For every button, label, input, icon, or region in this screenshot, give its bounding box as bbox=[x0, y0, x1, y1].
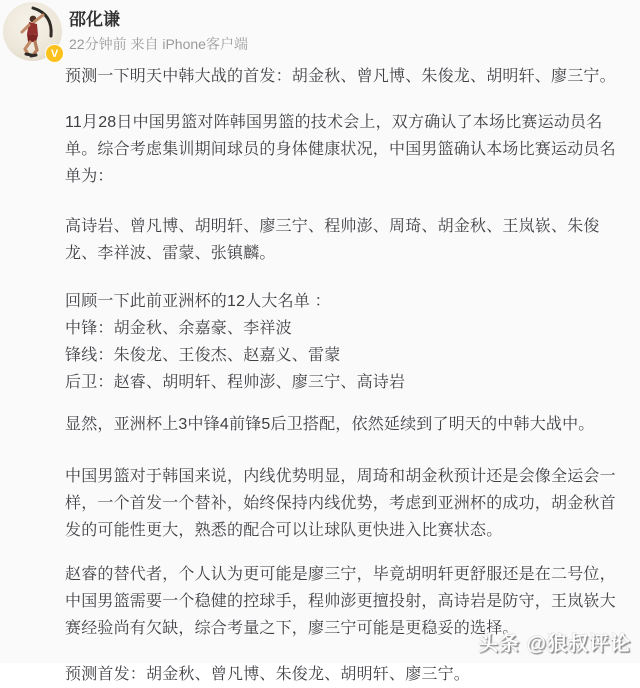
watermark-text: 头条 @狼叔评论 bbox=[477, 633, 631, 655]
roster-line-forwards: 锋线：朱俊龙、王俊杰、赵嘉义、雷蒙 bbox=[65, 347, 341, 364]
post-header bbox=[0, 0, 640, 61]
paragraph-tech-meeting: 11月28日中国男篮对阵韩国男篮的技术会上，双方确认了本场比赛运动员名单。综合考虑集训期间球员的身体健康状况，中国男篮确认本场比赛运动员名单为： bbox=[65, 114, 616, 185]
watermark bbox=[478, 627, 631, 656]
roster-line-centers: 中锋：胡金秋、余嘉豪、李祥波 bbox=[65, 320, 292, 337]
paragraph-predicted-starters: 预测首发：胡金秋、曾凡博、朱俊龙、胡明轩、廖三宁。 bbox=[65, 666, 471, 683]
post-body bbox=[0, 63, 640, 688]
paragraph-zhaorui-replacement: 赵睿的替代者，个人认为更可能是廖三宁，毕竟胡明轩更舒服还是在二号位，中国男篮需要一个稳健的控球手，程帅澎更擅投射，高诗岩是防守，王岚嵚大赛经验尚有欠缺，综合考量之下，廖三宁可能是更稳妥的选择。 bbox=[65, 566, 616, 637]
paragraph-lineup-analysis: 显然，亚洲杯上3中锋4前锋5后卫搭配，依然延续到了明天的中韩大战中。 bbox=[65, 416, 595, 433]
verified-badge-icon: V bbox=[45, 44, 64, 63]
paragraph-prediction-intro: 预测一下明天中韩大战的首发：胡金秋、曾凡博、朱俊龙、胡明轩、廖三宁。 bbox=[65, 68, 616, 85]
author-block bbox=[69, 2, 248, 53]
paragraph-inside-advantage: 中国男篮对于韩国来说，内线优势明显，周琦和胡金秋预计还是会像全运会一样，一个首发一个替补，始终保持内线优势，考虑到亚洲杯的成功，胡金秋首发的可能性更大，熟悉的配合可以让球队更快进入比赛状态。 bbox=[65, 468, 616, 539]
avatar[interactable] bbox=[3, 2, 62, 61]
roster-line-guards: 后卫：赵睿、胡明轩、程帅澎、廖三宁、高诗岩 bbox=[65, 374, 406, 391]
paragraph-roster-list: 高诗岩、曾凡博、胡明轩、廖三宁、程帅澎、周琦、胡金秋、王岚嵚、朱俊龙、李祥波、雷蒙、张镇麟。 bbox=[65, 218, 600, 262]
post-meta: 22分钟前 来自 iPhone客户端 bbox=[69, 36, 248, 52]
author-name[interactable]: 邵化谦 bbox=[69, 10, 120, 29]
paragraph-asia-cup-recall: 回顾一下此前亚洲杯的12人大名单 ： bbox=[65, 293, 331, 310]
